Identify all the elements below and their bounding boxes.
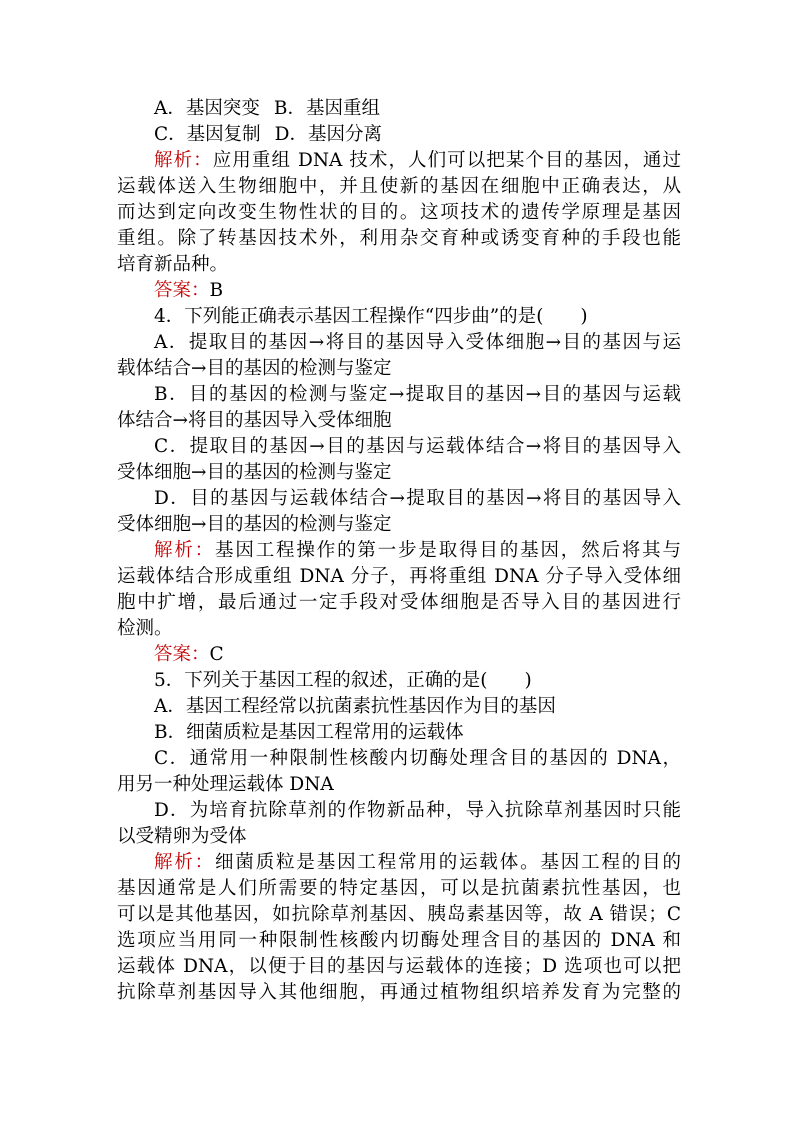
q5-analysis-text-1: 基因通常是人们所需要的特定基因，可以是抗菌素抗性基因，也 xyxy=(117,878,681,899)
q3-option-b: B．基因重组 xyxy=(273,98,380,119)
q4-answer-label: 答案： xyxy=(154,644,210,665)
q5-analysis-text-4: 运载体 DNA，以便于目的基因与运载体的连接；D 选项也可以把 xyxy=(117,956,681,977)
q5-analysis-text-5: 抗除草剂基因导入其他细胞，再通过植物组织培养发育为完整的 xyxy=(117,982,681,1003)
q3-options-row-1 xyxy=(117,96,681,122)
q4-option-a-line-2: 载体结合→目的基因的检测与鉴定 xyxy=(117,358,392,379)
q4-option-c-line-2: 受体细胞→目的基因的检测与鉴定 xyxy=(117,462,392,483)
q5-option-d-line-1: D．为培育抗除草剂的作物新品种，导入抗除草剂基因时只能 xyxy=(154,800,681,821)
q3-answer-value: B xyxy=(209,280,224,301)
q5-option-b: B．细菌质粒是基因工程常用的运载体 xyxy=(154,722,464,743)
q3-analysis-line xyxy=(117,148,681,174)
q4-option-c-line-1: C．提取目的基因→目的基因与运载体结合→将目的基因导入 xyxy=(154,436,681,457)
q4-answer xyxy=(117,642,681,668)
q4-analysis-label: 解析： xyxy=(154,540,216,561)
q4-option-b-line-1: B．目的基因的检测与鉴定→提取目的基因→目的基因与运载 xyxy=(154,384,681,405)
q4-analysis-text-0: 基因工程操作的第一步是取得目的基因，然后将其与 xyxy=(215,540,681,561)
q4-stem: 4．下列能正确表示基因工程操作“四步曲”的是( ) xyxy=(154,306,588,327)
q4-option-b-line-2: 体结合→将目的基因导入受体细胞 xyxy=(117,410,392,431)
document-page xyxy=(117,96,681,1006)
q3-analysis-label: 解析： xyxy=(154,150,213,171)
q3-options-row-2 xyxy=(117,122,681,148)
q3-analysis-text-4: 培育新品种。 xyxy=(117,254,229,275)
q4-answer-value: C xyxy=(209,644,224,665)
q3-option-a: A．基因突变 xyxy=(154,98,260,119)
q3-answer-label: 答案： xyxy=(154,280,210,301)
q3-answer xyxy=(117,278,681,304)
q5-stem: 5．下列关于基因工程的叙述，正确的是( ) xyxy=(154,670,532,691)
q4-option-a-line-1: A．提取目的基因→将目的基因导入受体细胞→目的基因与运 xyxy=(154,332,681,353)
q3-analysis-text-1: 运载体送入生物细胞中，并且使新的基因在细胞中正确表达，从 xyxy=(117,176,681,197)
q3-analysis-text-3: 重组。除了转基因技术外，利用杂交育种或诱变育种的手段也能 xyxy=(117,228,681,249)
q5-option-d-line-2: 以受精卵为受体 xyxy=(117,826,247,847)
q4-option-d-line-1: D．目的基因与运载体结合→提取目的基因→将目的基因导入 xyxy=(154,488,681,509)
q5-option-c-line-1: C．通常用一种限制性核酸内切酶处理含目的基因的 DNA， xyxy=(154,748,681,769)
q3-option-d: D．基因分离 xyxy=(274,124,382,145)
q4-analysis-text-2: 胞中扩增，最后通过一定手段对受体细胞是否导入目的基因进行 xyxy=(117,592,681,613)
q4-analysis-line xyxy=(117,538,681,564)
q5-option-c-line-2: 用另一种处理运载体 DNA xyxy=(117,774,334,795)
q4-analysis-text-1: 运载体结合形成重组 DNA 分子，再将重组 DNA 分子导入受体细 xyxy=(117,566,681,587)
q4-option-d-line-2: 受体细胞→目的基因的检测与鉴定 xyxy=(117,514,392,535)
q4-analysis-text-3: 检测。 xyxy=(117,618,173,639)
q5-analysis-text-3: 选项应当用同一种限制性核酸内切酶处理含目的基因的 DNA 和 xyxy=(117,930,681,951)
q5-analysis-label: 解析： xyxy=(154,852,216,873)
q5-analysis-text-2: 可以是其他基因，如抗除草剂基因、胰岛素基因等，故 A 错误；C xyxy=(117,904,681,925)
q5-analysis-text-0: 细菌质粒是基因工程常用的运载体。基因工程的目的 xyxy=(215,852,681,873)
q3-option-c: C．基因复制 xyxy=(154,124,261,145)
q3-analysis-text-0: 应用重组 DNA 技术，人们可以把某个目的基因，通过 xyxy=(212,150,681,171)
q5-option-a: A．基因工程经常以抗菌素抗性基因作为目的基因 xyxy=(154,696,556,717)
q5-analysis-line xyxy=(117,850,681,876)
q3-analysis-text-2: 而达到定向改变生物性状的目的。这项技术的遗传学原理是基因 xyxy=(117,202,681,223)
